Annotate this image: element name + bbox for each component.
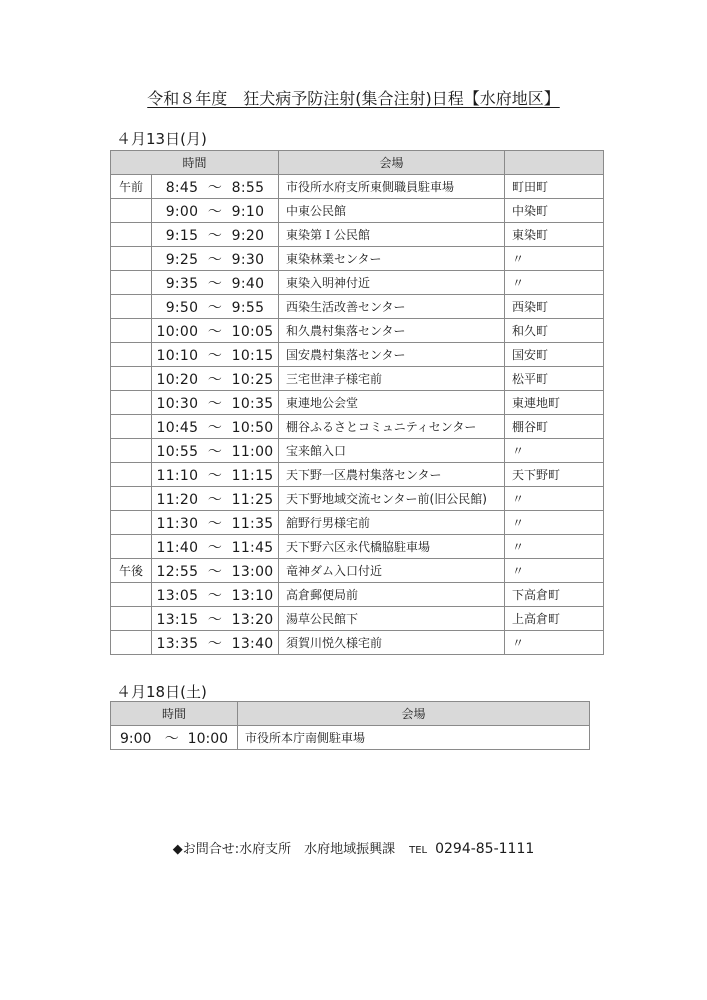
page-title: [0, 86, 707, 109]
schedule2-date: ４月18日(土): [116, 683, 207, 701]
venue-cell: 西染生活改善センター: [279, 295, 505, 319]
ampm-cell: [111, 487, 152, 511]
table-row: [111, 511, 604, 535]
table-row: [111, 175, 604, 199]
table-row: [111, 535, 604, 559]
town-cell: 〃: [505, 535, 604, 559]
venue-cell: 宝来館入口: [279, 439, 505, 463]
venue-cell: 棚谷ふるさとコミュニティセンター: [279, 415, 505, 439]
ampm-cell: [111, 199, 152, 223]
ampm-cell: 午前: [111, 175, 152, 199]
table-header-row: [111, 702, 590, 726]
table-row: [111, 607, 604, 631]
ampm-cell: [111, 223, 152, 247]
town-cell: 〃: [505, 247, 604, 271]
page-title-text: 令和８年度 狂犬病予防注射(集合注射)日程【水府地区】: [147, 89, 560, 108]
town-cell: 西染町: [505, 295, 604, 319]
schedule1-date: ４月13日(月): [116, 130, 207, 148]
time-cell: 11:20 ～ 11:25: [152, 487, 279, 511]
venue-cell: 東染林業センター: [279, 247, 505, 271]
ampm-cell: [111, 439, 152, 463]
contact-text: ◆お問合せ:水府支所 水府地域振興課: [172, 842, 396, 857]
table-row: [111, 439, 604, 463]
table-row: [111, 487, 604, 511]
town-cell: 中染町: [505, 199, 604, 223]
ampm-cell: [111, 391, 152, 415]
ampm-cell: [111, 511, 152, 535]
time-cell: 10:30 ～ 10:35: [152, 391, 279, 415]
time-cell: 9:00 ～ 10:00: [111, 726, 238, 750]
venue-cell: 中東公民館: [279, 199, 505, 223]
town-cell: 上高倉町: [505, 607, 604, 631]
schedule1-body: [111, 175, 604, 655]
schedule2-table: [110, 701, 590, 750]
table-row: [111, 271, 604, 295]
town-cell: 〃: [505, 487, 604, 511]
ampm-cell: [111, 607, 152, 631]
header-time: 時間: [111, 702, 238, 726]
town-cell: 町田町: [505, 175, 604, 199]
town-cell: 松平町: [505, 367, 604, 391]
venue-cell: 湯草公民館下: [279, 607, 505, 631]
ampm-cell: [111, 271, 152, 295]
venue-cell: 和久農村集落センター: [279, 319, 505, 343]
header-town: [505, 151, 604, 175]
venue-cell: 東染入明神付近: [279, 271, 505, 295]
ampm-cell: [111, 631, 152, 655]
town-cell: 〃: [505, 559, 604, 583]
schedule2-body: [111, 726, 590, 750]
time-cell: 13:05 ～ 13:10: [152, 583, 279, 607]
tel-label: TEL: [409, 845, 428, 856]
venue-cell: 国安農村集落センター: [279, 343, 505, 367]
time-cell: 9:25 ～ 9:30: [152, 247, 279, 271]
town-cell: 天下野町: [505, 463, 604, 487]
table-row: [111, 367, 604, 391]
header-venue: 会場: [279, 151, 505, 175]
time-cell: 9:00 ～ 9:10: [152, 199, 279, 223]
table-row: [111, 391, 604, 415]
ampm-cell: 午後: [111, 559, 152, 583]
contact-footer: [0, 838, 707, 857]
venue-cell: 天下野一区農村集落センター: [279, 463, 505, 487]
table-row: [111, 223, 604, 247]
table-row: [111, 463, 604, 487]
ampm-cell: [111, 295, 152, 319]
ampm-cell: [111, 367, 152, 391]
venue-cell: 高倉郵便局前: [279, 583, 505, 607]
venue-cell: 市役所水府支所東側職員駐車場: [279, 175, 505, 199]
venue-cell: 天下野六区永代橋脇駐車場: [279, 535, 505, 559]
table-row: [111, 343, 604, 367]
time-cell: 8:45 ～ 8:55: [152, 175, 279, 199]
time-cell: 9:15 ～ 9:20: [152, 223, 279, 247]
table-row: [111, 631, 604, 655]
time-cell: 11:10 ～ 11:15: [152, 463, 279, 487]
venue-cell: 舘野行男様宅前: [279, 511, 505, 535]
time-cell: 10:55 ～ 11:00: [152, 439, 279, 463]
time-cell: 10:45 ～ 10:50: [152, 415, 279, 439]
table-row: [111, 295, 604, 319]
tel-number: 0294-85-1111: [435, 841, 535, 857]
town-cell: 〃: [505, 631, 604, 655]
table-row: [111, 559, 604, 583]
schedule1-table: [110, 150, 604, 655]
town-cell: 東連地町: [505, 391, 604, 415]
time-cell: 13:35 ～ 13:40: [152, 631, 279, 655]
table-row: [111, 199, 604, 223]
town-cell: 和久町: [505, 319, 604, 343]
time-cell: 13:15 ～ 13:20: [152, 607, 279, 631]
time-cell: 10:10 ～ 10:15: [152, 343, 279, 367]
time-cell: 12:55 ～ 13:00: [152, 559, 279, 583]
ampm-cell: [111, 415, 152, 439]
venue-cell: 市役所本庁南側駐車場: [238, 726, 590, 750]
venue-cell: 三宅世津子様宅前: [279, 367, 505, 391]
town-cell: 下高倉町: [505, 583, 604, 607]
venue-cell: 天下野地域交流センター前(旧公民館): [279, 487, 505, 511]
town-cell: 東染町: [505, 223, 604, 247]
ampm-cell: [111, 343, 152, 367]
venue-cell: 須賀川悦久様宅前: [279, 631, 505, 655]
table-row: [111, 247, 604, 271]
header-time: 時間: [111, 151, 279, 175]
town-cell: 〃: [505, 511, 604, 535]
table-row: [111, 583, 604, 607]
ampm-cell: [111, 247, 152, 271]
town-cell: 〃: [505, 439, 604, 463]
time-cell: 9:50 ～ 9:55: [152, 295, 279, 319]
table-row: [111, 726, 590, 750]
ampm-cell: [111, 583, 152, 607]
time-cell: 10:00 ～ 10:05: [152, 319, 279, 343]
table-row: [111, 319, 604, 343]
town-cell: 棚谷町: [505, 415, 604, 439]
header-venue: 会場: [238, 702, 590, 726]
town-cell: 国安町: [505, 343, 604, 367]
time-cell: 10:20 ～ 10:25: [152, 367, 279, 391]
ampm-cell: [111, 535, 152, 559]
time-cell: 9:35 ～ 9:40: [152, 271, 279, 295]
ampm-cell: [111, 319, 152, 343]
venue-cell: 東連地公会堂: [279, 391, 505, 415]
table-row: [111, 415, 604, 439]
venue-cell: 東染第Ｉ公民館: [279, 223, 505, 247]
town-cell: 〃: [505, 271, 604, 295]
venue-cell: 竜神ダム入口付近: [279, 559, 505, 583]
time-cell: 11:30 ～ 11:35: [152, 511, 279, 535]
time-cell: 11:40 ～ 11:45: [152, 535, 279, 559]
ampm-cell: [111, 463, 152, 487]
table-header-row: [111, 151, 604, 175]
